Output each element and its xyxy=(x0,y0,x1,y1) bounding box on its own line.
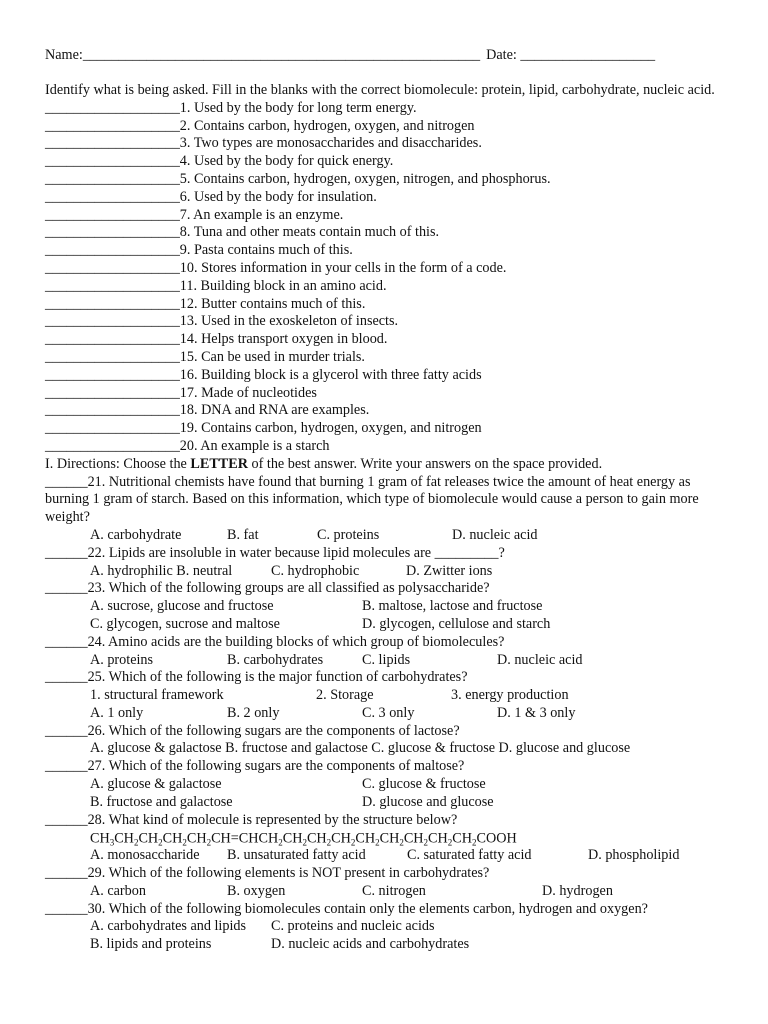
option: A. glucose & galactose xyxy=(90,776,222,793)
question-30: ______30. Which of the following biomolecules contain only the elements carbon, hydrogen and oxygen? xyxy=(45,900,648,917)
header xyxy=(45,44,735,66)
instructions: Identify what is being asked. Fill in the blanks with the correct biomolecule: protein, lipid, carbohydrate, nucleic acid. xyxy=(45,82,715,98)
fill-in-list xyxy=(45,100,735,456)
directions: I. Directions: Choose the LETTER of the best answer. Write your answers on the space provided. xyxy=(45,455,603,472)
question-25: ______25. Which of the following is the major function of carbohydrates? xyxy=(45,669,468,686)
fill-item: ___________________6. Used by the body for insulation. xyxy=(45,188,377,205)
option: A. monosaccharide xyxy=(90,847,200,864)
svg-text:CH3CH2CH2CH2CH2CH=CHCH2CH2CH2C: $CH_3CH_2CH_2CH_2CH_2CH=CHCH_2CH_2CH_2CH_2CH_2CH_2CH_2CH_2CH_2COOH$ xyxy=(90,830,517,848)
fill-item: ___________________10. Stores information in your cells in the form of a code. xyxy=(45,259,507,276)
option: A. 1 only xyxy=(90,704,144,721)
fill-item: ___________________13. Used in the exoskeleton of insects. xyxy=(45,313,399,330)
fill-item: ___________________7. An example is an enzyme. xyxy=(45,206,344,223)
chemical-formula xyxy=(45,829,735,847)
option: D. Zwitter ions xyxy=(406,562,493,579)
option: B. fat xyxy=(227,526,259,543)
option: C. proteins and nucleic acids xyxy=(271,918,435,935)
fill-item: ___________________16. Building block is a glycerol with three fatty acids xyxy=(45,366,482,383)
name-field: Name:________________________________________________________ xyxy=(45,47,481,63)
option: C. hydrophobic xyxy=(271,562,360,579)
fill-item: ___________________20. An example is a starch xyxy=(45,437,330,454)
fill-item: ___________________12. Butter contains much of this. xyxy=(45,295,366,312)
option: D. glycogen, cellulose and starch xyxy=(362,615,551,632)
fill-item: ___________________8. Tuna and other meats contain much of this. xyxy=(45,224,440,241)
q30-options xyxy=(45,918,735,936)
question-28: ______28. What kind of molecule is represented by the structure below? xyxy=(45,811,458,828)
fill-item: ___________________15. Can be used in murder trials. xyxy=(45,348,365,365)
q26-options: A. glucose & galactose B. fructose and galactose C. glucose & fructose D. glucose and glucose xyxy=(90,740,631,757)
question-22: ______22. Lipids are insoluble in water because lipid molecules are _________? xyxy=(45,544,505,561)
option: C. 3 only xyxy=(362,704,415,721)
q23-options xyxy=(45,598,735,616)
option: D. nucleic acid xyxy=(497,651,583,668)
fatty-acid-formula-image xyxy=(90,829,550,847)
worksheet xyxy=(45,44,735,954)
question-27: ______27. Which of the following sugars are the components of maltose? xyxy=(45,758,465,775)
option: A. proteins xyxy=(90,651,154,668)
fill-item: ___________________9. Pasta contains much of this. xyxy=(45,242,353,259)
statement: 2. Storage xyxy=(316,687,374,704)
directions-emphasis: LETTER xyxy=(190,455,248,472)
fill-item: ___________________19. Contains carbon, hydrogen, oxygen, and nitrogen xyxy=(45,420,482,437)
option: D. nucleic acids and carbohydrates xyxy=(271,936,470,953)
option: B. 2 only xyxy=(227,704,280,721)
fill-item: ___________________2. Contains carbon, hydrogen, oxygen, and nitrogen xyxy=(45,117,475,134)
option: D. glucose and glucose xyxy=(362,793,494,810)
option: B. unsaturated fatty acid xyxy=(227,847,366,864)
q28-options xyxy=(45,847,735,865)
fill-item: ___________________5. Contains carbon, hydrogen, oxygen, nitrogen, and phosphorus. xyxy=(45,170,551,187)
q27-options xyxy=(45,776,735,794)
fill-item: ___________________18. DNA and RNA are examples. xyxy=(45,402,370,419)
q21-options xyxy=(45,527,735,545)
option: B. carbohydrates xyxy=(227,651,324,668)
fill-item: ___________________17. Made of nucleotides xyxy=(45,384,317,401)
option: B. oxygen xyxy=(227,882,286,899)
option: C. proteins xyxy=(317,526,380,543)
question-24: ______24. Amino acids are the building blocks of which group of biomolecules? xyxy=(45,633,505,650)
option: A. carbohydrate xyxy=(90,526,182,543)
question-26: ______26. Which of the following sugars are the components of lactose? xyxy=(45,722,460,739)
option: D. hydrogen xyxy=(542,882,613,899)
question-29: ______29. Which of the following elements is NOT present in carbohydrates? xyxy=(45,865,490,882)
option: C. lipids xyxy=(362,651,411,668)
q30-options xyxy=(45,936,735,954)
date-field: Date: ___________________ xyxy=(486,47,656,63)
option: D. phospholipid xyxy=(588,847,680,864)
question-23: ______23. Which of the following groups are all classified as polysaccharide? xyxy=(45,580,490,597)
question-21: ______21. Nutritional chemists have found that burning 1 gram of fat releases twice the amount of heat energy as burning 1 gram of starch. Based on this information, which type of biomolecule would cause a person to gain more weight? xyxy=(45,473,699,526)
option: B. fructose and galactose xyxy=(90,793,233,810)
option: A. carbohydrates and lipids xyxy=(90,918,247,935)
option: D. 1 & 3 only xyxy=(497,704,576,721)
q22-options xyxy=(45,563,735,581)
fill-item: ___________________4. Used by the body for quick energy. xyxy=(45,153,394,170)
option: A. sucrose, glucose and fructose xyxy=(90,598,274,615)
option: C. glucose & fructose xyxy=(362,776,486,793)
q25-options xyxy=(45,705,735,723)
fill-item: ___________________3. Two types are monosaccharides and disaccharides. xyxy=(45,135,482,152)
fill-item: ___________________1. Used by the body for long term energy. xyxy=(45,99,417,116)
q24-options xyxy=(45,652,735,670)
option: B. lipids and proteins xyxy=(90,936,212,953)
option: C. saturated fatty acid xyxy=(407,847,532,864)
q23-options xyxy=(45,616,735,634)
option: C. glycogen, sucrose and maltose xyxy=(90,615,280,632)
q29-options xyxy=(45,883,735,901)
fill-item: ___________________11. Building block in an amino acid. xyxy=(45,277,387,294)
statement: 3. energy production xyxy=(451,687,569,704)
option: D. nucleic acid xyxy=(452,526,538,543)
statement: 1. structural framework xyxy=(90,687,224,704)
q25-statements xyxy=(45,687,735,705)
fill-item: ___________________14. Helps transport oxygen in blood. xyxy=(45,331,388,348)
option: A. hydrophilic B. neutral xyxy=(90,562,233,579)
option: C. nitrogen xyxy=(362,882,426,899)
option: B. maltose, lactose and fructose xyxy=(362,598,543,615)
option: A. carbon xyxy=(90,882,146,899)
q27-options xyxy=(45,794,735,812)
